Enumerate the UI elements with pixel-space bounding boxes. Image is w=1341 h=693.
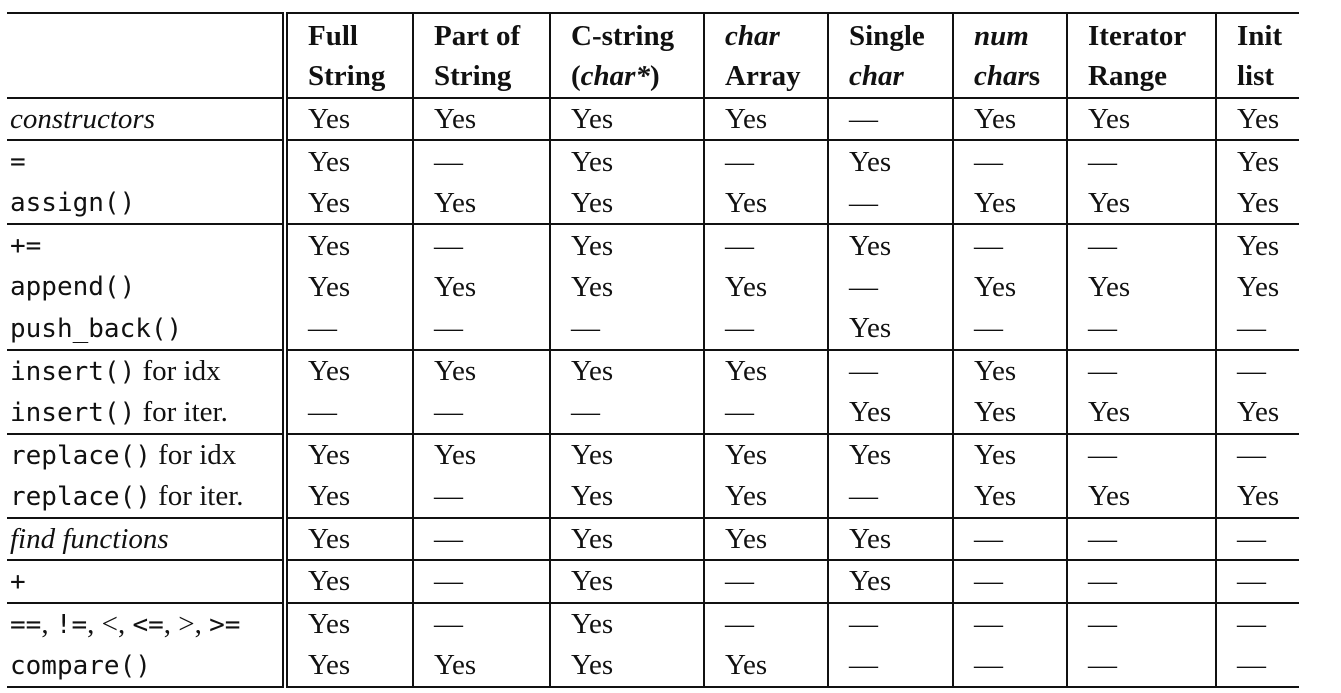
cell-init: Yes xyxy=(1216,224,1299,266)
col-header-char-array: char Array xyxy=(704,13,828,98)
cell-iter: Yes xyxy=(1067,392,1216,434)
row-label-part: replace() xyxy=(10,440,151,471)
cell-part: — xyxy=(413,140,550,182)
row-label-part: for idx xyxy=(135,354,221,387)
row-label-part: != xyxy=(55,609,88,640)
row-label xyxy=(7,266,285,308)
cell-iter: — xyxy=(1067,434,1216,476)
cell-init: Yes xyxy=(1216,98,1299,140)
table-row xyxy=(7,308,1299,350)
col-header-full-string: Full String xyxy=(285,13,413,98)
row-label-part: append() xyxy=(10,272,136,303)
cell-num: Yes xyxy=(953,434,1067,476)
cell-init: — xyxy=(1216,434,1299,476)
row-label-part: <= xyxy=(132,609,164,640)
table-row xyxy=(7,98,1299,140)
table-row xyxy=(7,603,1299,645)
cell-num: — xyxy=(953,224,1067,266)
cell-single: — xyxy=(828,182,953,224)
cell-full: Yes xyxy=(285,98,413,140)
cell-chararray: Yes xyxy=(704,350,828,392)
cell-single: Yes xyxy=(828,224,953,266)
row-label-part: for iter. xyxy=(150,479,244,512)
cell-cstring: Yes xyxy=(550,266,704,308)
cell-part: Yes xyxy=(413,266,550,308)
row-label xyxy=(7,182,285,224)
row-label-part: push_back() xyxy=(10,313,183,344)
cell-cstring: Yes xyxy=(550,560,704,603)
cell-full: Yes xyxy=(285,518,413,560)
cell-chararray: Yes xyxy=(704,266,828,308)
cell-full: Yes xyxy=(285,350,413,392)
cell-single: — xyxy=(828,350,953,392)
cell-num: — xyxy=(953,560,1067,603)
cell-chararray: — xyxy=(704,308,828,350)
table-row xyxy=(7,350,1299,392)
cell-num: — xyxy=(953,645,1067,687)
table-row xyxy=(7,182,1299,224)
row-label-part: + xyxy=(10,566,26,597)
cell-cstring: Yes xyxy=(550,645,704,687)
cell-part: Yes xyxy=(413,182,550,224)
cell-full: Yes xyxy=(308,480,351,512)
row-label-part: replace() xyxy=(10,481,151,512)
cell-iter: — xyxy=(1067,140,1216,182)
cell-part: — xyxy=(413,392,550,434)
cell-num: Yes xyxy=(953,392,1067,434)
corner-cell xyxy=(7,13,285,98)
row-label-part: += xyxy=(10,231,42,261)
cell-iter: — xyxy=(1067,560,1216,603)
cell-num: Yes xyxy=(953,350,1067,392)
row-label xyxy=(7,140,285,182)
cell-init: — xyxy=(1216,518,1299,560)
cell-init: Yes xyxy=(1216,392,1299,434)
cell-iter: — xyxy=(1067,518,1216,560)
table-row xyxy=(7,476,1299,518)
row-label xyxy=(7,645,285,687)
cell-iter: — xyxy=(1067,350,1216,392)
cell-chararray: Yes xyxy=(704,434,828,476)
cell-init: Yes xyxy=(1216,182,1299,224)
cell-init: Yes xyxy=(1216,140,1299,182)
cell-cstring: Yes xyxy=(550,140,704,182)
cell-chararray: Yes xyxy=(704,476,828,518)
cell-single: — xyxy=(828,98,953,140)
cell-single: — xyxy=(828,266,953,308)
row-label xyxy=(7,392,285,434)
row-label-part: insert() xyxy=(10,397,136,428)
cell-chararray: — xyxy=(704,392,828,434)
col-header-single-char: Single char xyxy=(828,13,953,98)
cell-full: Yes xyxy=(285,434,413,476)
cell-single: — xyxy=(828,603,953,645)
cell-chararray: — xyxy=(704,140,828,182)
table-row xyxy=(7,645,1299,687)
cell-single: Yes xyxy=(828,140,953,182)
row-label xyxy=(7,434,285,476)
row-label xyxy=(7,98,285,140)
cell-init: — xyxy=(1216,308,1299,350)
cell-num: Yes xyxy=(953,182,1067,224)
table-row xyxy=(7,140,1299,182)
cell-full: — xyxy=(308,396,337,428)
cell-iter: Yes xyxy=(1067,266,1216,308)
cell-num: Yes xyxy=(953,98,1067,140)
cell-part: — xyxy=(413,518,550,560)
cell-chararray: — xyxy=(704,224,828,266)
cell-single: Yes xyxy=(828,560,953,603)
cell-part: Yes xyxy=(413,645,550,687)
cell-chararray: Yes xyxy=(704,98,828,140)
row-label xyxy=(7,560,285,603)
cell-full: Yes xyxy=(285,140,413,182)
cell-full: Yes xyxy=(285,603,413,645)
cell-full: Yes xyxy=(308,270,351,303)
cell-part: — xyxy=(413,224,550,266)
cell-chararray: — xyxy=(704,603,828,645)
cell-iter: — xyxy=(1067,645,1216,687)
cell-full: — xyxy=(308,312,337,344)
row-label-part: , >, xyxy=(163,607,210,640)
col-header-part-of-string: Part of String xyxy=(413,13,550,98)
cell-init: — xyxy=(1216,645,1299,687)
cell-chararray: — xyxy=(704,560,828,603)
cell-num: Yes xyxy=(953,266,1067,308)
cell-cstring: Yes xyxy=(550,603,704,645)
cell-single: — xyxy=(828,645,953,687)
row-label-part: assign() xyxy=(10,188,136,218)
cell-iter: — xyxy=(1067,603,1216,645)
cell-cstring: Yes xyxy=(550,98,704,140)
cell-single: Yes xyxy=(828,518,953,560)
cell-iter: Yes xyxy=(1067,98,1216,140)
table-row xyxy=(7,392,1299,434)
cell-cstring: — xyxy=(550,392,704,434)
row-label xyxy=(7,476,285,518)
col-header-c-string: C-string (char*) xyxy=(550,13,704,98)
cell-single: Yes xyxy=(828,392,953,434)
cell-cstring: Yes xyxy=(550,476,704,518)
table-row xyxy=(7,266,1299,308)
cell-cstring: Yes xyxy=(550,350,704,392)
string-operations-table xyxy=(7,12,1299,688)
row-label xyxy=(7,350,285,392)
table-row xyxy=(7,518,1299,560)
header-row xyxy=(7,13,1299,98)
row-label-part: , <, xyxy=(87,607,133,640)
cell-single: Yes xyxy=(828,308,953,350)
row-label-part: == xyxy=(10,609,42,640)
cell-cstring: — xyxy=(550,308,704,350)
cell-init: — xyxy=(1216,560,1299,603)
row-label-part: , xyxy=(41,607,56,640)
row-label-part: for idx xyxy=(150,438,237,471)
table-row xyxy=(7,434,1299,476)
cell-iter: — xyxy=(1067,308,1216,350)
cell-part: — xyxy=(413,476,550,518)
cell-cstring: Yes xyxy=(550,224,704,266)
cell-part: — xyxy=(413,308,550,350)
cell-full: Yes xyxy=(308,186,351,219)
cell-cstring: Yes xyxy=(550,518,704,560)
cell-part: Yes xyxy=(413,98,550,140)
cell-cstring: Yes xyxy=(550,434,704,476)
table-row xyxy=(7,560,1299,603)
cell-chararray: Yes xyxy=(704,518,828,560)
cell-part: — xyxy=(413,603,550,645)
cell-num: Yes xyxy=(953,476,1067,518)
cell-part: Yes xyxy=(413,350,550,392)
cell-num: — xyxy=(953,140,1067,182)
cell-num: — xyxy=(953,518,1067,560)
cell-init: — xyxy=(1216,350,1299,392)
cell-init: Yes xyxy=(1216,266,1299,308)
cell-full: Yes xyxy=(285,645,413,687)
cell-full: Yes xyxy=(285,560,413,603)
cell-num: — xyxy=(953,603,1067,645)
row-label-part: for iter. xyxy=(135,395,228,428)
cell-chararray: Yes xyxy=(704,182,828,224)
row-label-part: >= xyxy=(209,609,241,640)
cell-iter: — xyxy=(1067,224,1216,266)
row-label xyxy=(7,603,285,645)
col-header-num-chars: num chars xyxy=(953,13,1067,98)
col-header-init-list: Init list xyxy=(1216,13,1299,98)
cell-part: Yes xyxy=(413,434,550,476)
row-label-part: insert() xyxy=(10,356,136,387)
cell-single: Yes xyxy=(828,434,953,476)
row-label xyxy=(7,224,285,266)
cell-init: Yes xyxy=(1216,476,1299,518)
cell-init: — xyxy=(1216,603,1299,645)
cell-single: — xyxy=(828,476,953,518)
cell-part: — xyxy=(413,560,550,603)
row-label-part: find functions xyxy=(10,522,169,555)
row-label xyxy=(7,308,285,350)
cell-iter: Yes xyxy=(1067,476,1216,518)
row-label xyxy=(7,518,285,560)
table-row xyxy=(7,224,1299,266)
row-label-part: = xyxy=(10,147,26,177)
cell-full: Yes xyxy=(285,224,413,266)
row-label-part: compare() xyxy=(10,650,151,681)
row-label-part: constructors xyxy=(10,103,155,135)
cell-chararray: Yes xyxy=(704,645,828,687)
col-header-iterator-range: Iterator Range xyxy=(1067,13,1216,98)
cell-cstring: Yes xyxy=(550,182,704,224)
cell-num: — xyxy=(953,308,1067,350)
cell-iter: Yes xyxy=(1067,182,1216,224)
